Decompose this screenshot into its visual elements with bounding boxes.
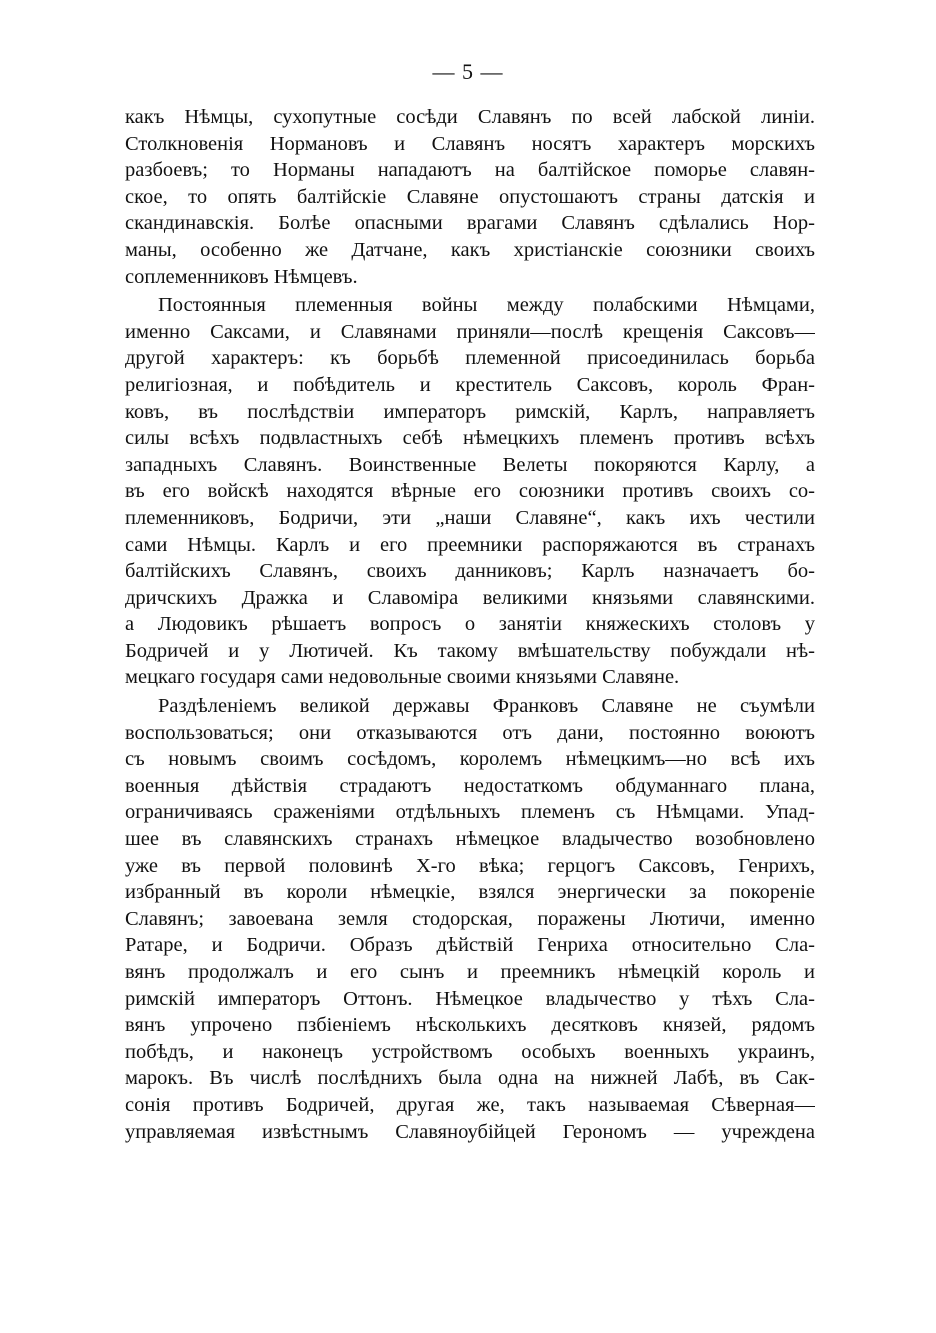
text-line: марокъ. Въ числѣ послѣднихъ была одна на нижней Лабѣ, въ Сак-	[125, 1067, 815, 1090]
text-line: соплеменниковъ Нѣмцевъ.	[125, 265, 358, 288]
text-line: Постоянныя племенныя войны между полабскими Нѣмцами,	[158, 294, 815, 317]
text-line: Раздѣленіемъ великой державы Франковъ Славяне не съумѣли	[158, 695, 815, 718]
text-line: а Людовикъ рѣшаетъ вопросъ о занятіи княжескихъ столовъ у	[125, 613, 815, 636]
text-line: ское, то опять балтійскіе Славяне опустошаютъ страны датскія и	[125, 185, 815, 208]
text-line: силы всѣхъ подвластныхъ себѣ нѣмецкихъ племенъ противъ всѣхъ	[125, 427, 815, 450]
text-line: сонія противъ Бодричей, другая же, такъ называемая Сѣверная—	[125, 1093, 815, 1116]
text-line: вянъ продолжалъ и его сынъ и преемникъ нѣмецкій король и	[125, 961, 815, 983]
page-number: — 5 —	[432, 59, 504, 84]
text-line: шее въ славянскихъ странахъ нѣмецкое владычество возобновлено	[125, 828, 815, 851]
text-line: мецкаго государя сами недовольные своими князьями Славяне.	[125, 666, 680, 689]
text-line: религіозная, и побѣдитель и креститель Саксовъ, король Фран-	[125, 373, 815, 396]
text-line: римскій императоръ Оттонъ. Нѣмецкое владычество у тѣхъ Сла-	[125, 987, 815, 1010]
text-line: разбоевъ; то Норманы нападаютъ на балтійское поморье славян-	[125, 159, 815, 182]
text-line: племенниковъ, Бодричи, эти „наши Славяне“, какъ ихъ честили	[125, 506, 815, 529]
text-line: Ратаре, и Бодричи. Образъ дѣйствій Генриха относительно Сла-	[125, 934, 815, 957]
text-line: какъ Нѣмцы, сухопутные сосѣди Славянъ по всей лабской линіи.	[125, 106, 815, 128]
text-line: другой характеръ: къ борьбѣ племенной присоединилась борьба	[125, 347, 815, 370]
text-line: скандинавскія. Болѣе опасными врагами Славянъ сдѣлались Нор-	[125, 212, 815, 235]
text-line: маны, особенно же Датчане, какъ христіанскіе союзники своихъ	[125, 238, 815, 261]
paragraph-2	[125, 292, 815, 691]
text-line: сами Нѣмцы. Карлъ и его преемники распоряжаются въ странахъ	[125, 533, 815, 556]
text-line: управляемая извѣстнымъ Славяноубійцей Герономъ — учреждена	[125, 1120, 815, 1143]
text-line: западныхъ Славянъ. Воинственные Велеты покоряются Карлу, а	[125, 453, 815, 476]
text-line: побѣдъ, и наконецъ устройствомъ особыхъ военныхъ украинъ,	[125, 1040, 815, 1063]
text-line: балтійскихъ Славянъ, своихъ данниковъ; Карлъ назначаетъ бо-	[125, 560, 815, 583]
text-line: дричскихъ Дражка и Славоміра великими князьями славянскими.	[125, 586, 815, 609]
text-line: именно Саксами, и Славянами приняли—послѣ крещенія Саксовъ—	[125, 320, 815, 343]
text-line: ограничиваясь сраженіями отдѣльныхъ племенъ съ Нѣмцами. Упад-	[125, 801, 815, 824]
text-line: Столкновенія Нормановъ и Славянъ носятъ характеръ морскихъ	[125, 132, 815, 155]
paragraph-3	[125, 693, 815, 1145]
text-line: военныя дѣйствія страдаютъ недостаткомъ обдуманнаго плана,	[125, 774, 815, 797]
text-line: съ новымъ своимъ сосѣдомъ, королемъ нѣмецкимъ—но всѣ ихъ	[125, 748, 815, 771]
text-line: уже въ первой половинѣ X-го вѣка; герцогъ Саксовъ, Генрихъ,	[125, 854, 815, 877]
text-line: въ его войскѣ находятся вѣрные его союзники противъ своихъ со-	[125, 480, 815, 503]
text-line: Бодричей и у Лютичей. Къ такому вмѣшательству побуждали нѣ-	[125, 639, 815, 662]
text-line: вянъ упрочено пзбіеніемъ нѣсколькихъ десятковъ князей, рядомъ	[125, 1014, 815, 1037]
paragraph-1	[125, 104, 815, 290]
body-text	[125, 104, 815, 1145]
text-line: избранный въ короли нѣмецкіе, взялся энергически за покореніе	[125, 881, 815, 904]
text-line: ковъ, въ послѣдствіи императоръ римскій, Карлъ, направляетъ	[125, 400, 815, 423]
text-line: Славянъ; завоевана земля стодорская, поражены Лютичи, именно	[125, 907, 815, 930]
text-line: воспользоваться; они отказываются отъ дани, постоянно воюютъ	[125, 721, 815, 744]
